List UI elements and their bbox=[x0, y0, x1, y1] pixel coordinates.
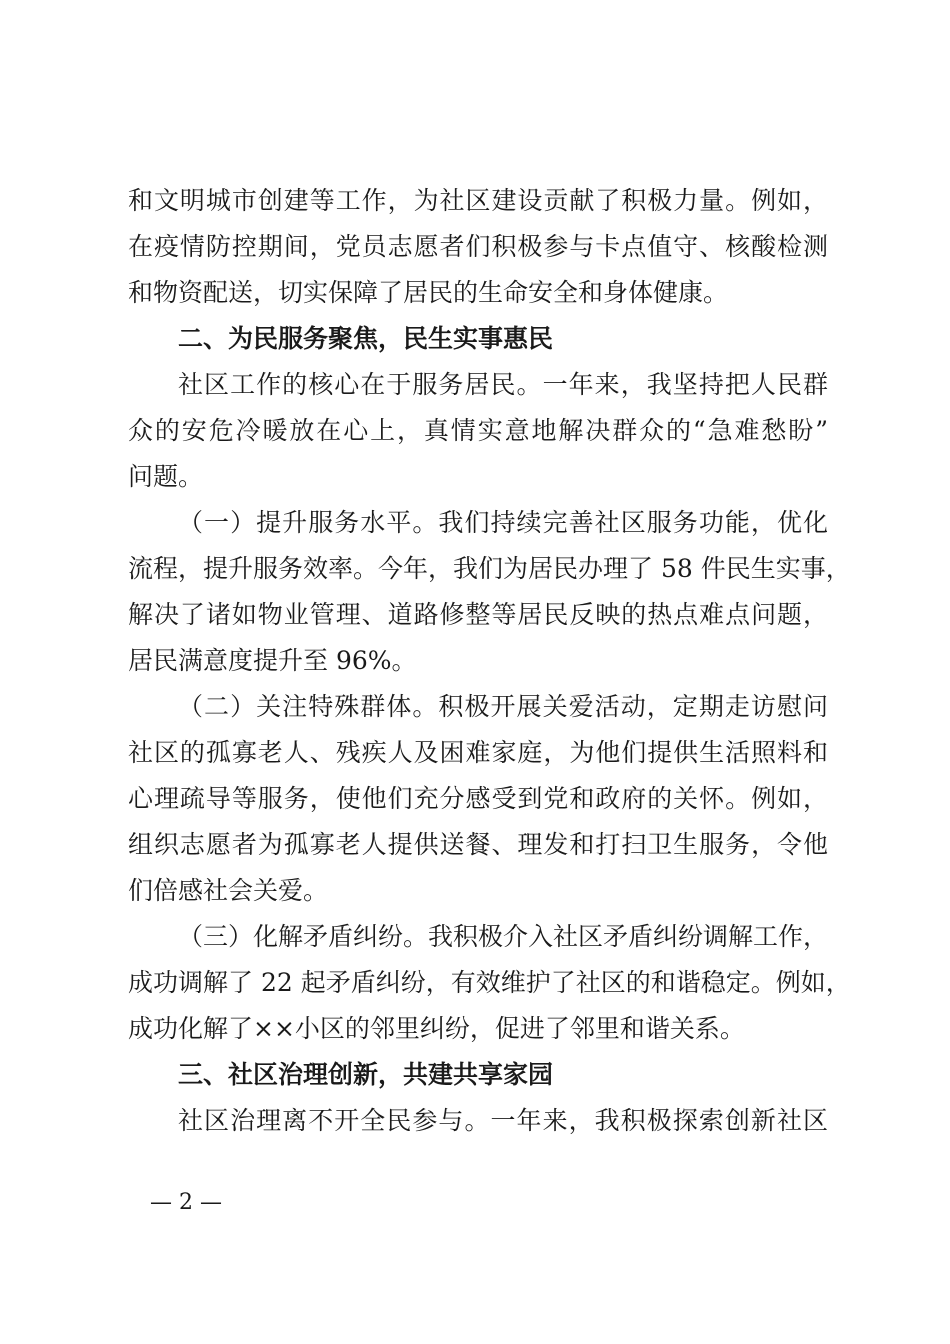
page-number: — 2 — bbox=[150, 1190, 222, 1215]
text-line: 组织志愿者为孤寡老人提供送餐、理发和打扫卫生服务，令他 bbox=[128, 830, 828, 859]
text-line: 和文明城市创建等工作，为社区建设贡献了积极力量。例如， bbox=[128, 186, 828, 215]
text-line: 成功调解了 22 起矛盾纠纷，有效维护了社区的和谐稳定。例如， bbox=[128, 968, 851, 997]
text-line: 众的安危冷暖放在心上，真情实意地解决群众的“急难愁盼” bbox=[128, 416, 828, 445]
text-line: 社区治理离不开全民参与。一年来，我积极探索创新社区 bbox=[178, 1106, 828, 1135]
text-line: 在疫情防控期间，党员志愿者们积极参与卡点值守、核酸检测 bbox=[128, 232, 828, 261]
text-line: （二）关注特殊群体。积极开展关爱活动，定期走访慰问 bbox=[178, 692, 828, 721]
text-line: 问题。 bbox=[128, 462, 204, 491]
text-line: 心理疏导等服务，使他们充分感受到党和政府的关怀。例如， bbox=[128, 784, 828, 813]
text-line: 解决了诸如物业管理、道路修整等居民反映的热点难点问题， bbox=[128, 600, 828, 629]
text-line: （一）提升服务水平。我们持续完善社区服务功能，优化 bbox=[178, 508, 828, 537]
text-line: 和物资配送，切实保障了居民的生命安全和身体健康。 bbox=[128, 278, 729, 307]
text-line: 成功化解了××小区的邻里纠纷，促进了邻里和谐关系。 bbox=[128, 1014, 745, 1043]
section-heading: 二、为民服务聚焦，民生实事惠民 bbox=[178, 324, 554, 353]
text-line: （三）化解矛盾纠纷。我积极介入社区矛盾纠纷调解工作， bbox=[178, 922, 829, 951]
text-line: 居民满意度提升至 96%。 bbox=[128, 646, 417, 675]
text-line: 社区的孤寡老人、残疾人及困难家庭，为他们提供生活照料和 bbox=[128, 738, 828, 767]
text-line: 社区工作的核心在于服务居民。一年来，我坚持把人民群 bbox=[178, 370, 828, 399]
section-heading: 三、社区治理创新，共建共享家园 bbox=[178, 1060, 554, 1089]
text-line: 们倍感社会关爱。 bbox=[128, 876, 329, 905]
text-line: 流程，提升服务效率。今年，我们为居民办理了 58 件民生实事， bbox=[128, 554, 851, 583]
